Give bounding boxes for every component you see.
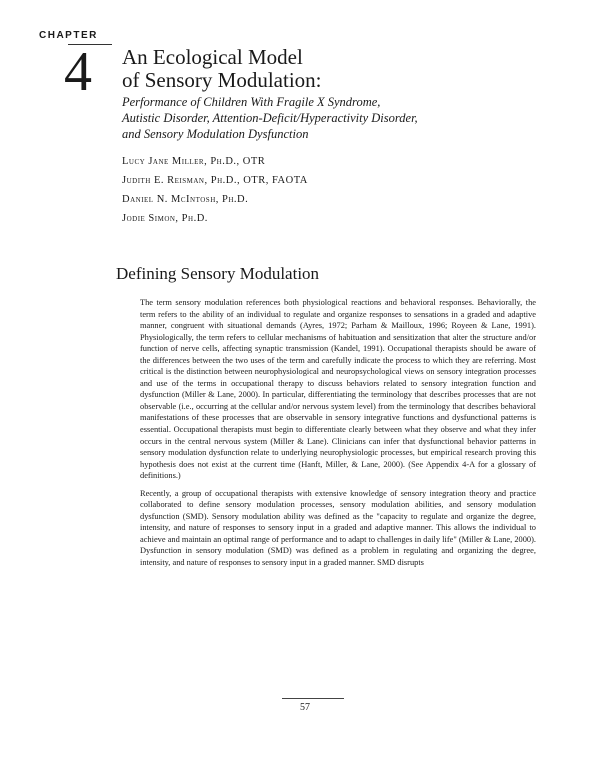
chapter-subtitle	[122, 94, 542, 142]
section-heading: Defining Sensory Modulation	[116, 264, 320, 283]
author: Judith E. Reisman, Ph.D., OTR, FAOTA	[122, 175, 308, 186]
author: Jodie Simon, Ph.D.	[122, 213, 208, 224]
chapter-number: 4	[64, 41, 92, 103]
page-footer-rule	[282, 698, 344, 699]
paragraph: The term sensory modulation references both physiological reactions and behavioral responses. Behaviorally, the term refers to the ability of an individual to regulate and organize responses to sensations in a graded and adaptive manner, congruent with situational demands (Ayres, 1972; Parham & Mailloux, 1996; Royeen & Lane, 1991). Physiologically, the term refers to cellular mechanisms of habituation and sensitization that alter the structure and/or function of nerve cells, affecting synaptic transmission (Kandel, 1991). Occupational therapists should be aware of the differences between the two uses of the term and carefully indicate the process to which they are referring. Most critical is the distinction between neurophysiological and neuropsychological views on sensory integration processes and use of the terms in occupational therapy to discuss behaviors related to sensory integration function and dysfunction (Miller & Lane, 2000). In particular, differentiating the terminology that describes processes that are not observable (i.e., occurring at the cellular and/or nervous system level) from the terminology that describes behavioral manifestations of these processes that are observable in sensory integrative functions and dysfunctional patterns is essential. Occupational therapists must begin to differentiate clearly between what they observe and what they infer occurs in the central nervous system (Miller & Lane). Clinicians can infer that dysfunctional behavior patterns in sensory modulation dysfunction relate to underlying neurophysiologic processes, but empirical research proving this hypothesis does not exist at the current time (Hanft, Miller, & Lane, 2000). (See Appendix 4-A for a glossary of definitions.)	[140, 298, 536, 481]
subtitle-line: and Sensory Modulation Dysfunction	[122, 127, 309, 141]
page-number: 57	[300, 702, 310, 713]
subtitle-line: Performance of Children With Fragile X Syndrome,	[122, 95, 381, 109]
author: Daniel N. McIntosh, Ph.D.	[122, 194, 249, 205]
subtitle-line: Autistic Disorder, Attention-Deficit/Hyperactivity Disorder,	[122, 111, 418, 125]
paragraph: Recently, a group of occupational therapists with extensive knowledge of sensory integration theory and practice collaborated to define sensory modulation processes, sensory modulation abilities, and sensory modulation dysfunction (SMD). Sensory modulation ability was defined as the "capacity to regulate and organize the degree, intensity, and nature of responses to sensory input in a graded and adaptive manner. This allows the individual to achieve and maintain an optimal range of performance and to adapt to challenges in daily life" (Miller & Lane, 2000). Dysfunction in sensory modulation (SMD) was defined as a problem in regulating and organizing the degree, intensity, and nature of responses to sensory input in a graded manner. SMD disrupts	[140, 488, 536, 568]
title-line: An Ecological Model	[122, 45, 303, 69]
author: Lucy Jane Miller, Ph.D., OTR	[122, 156, 266, 167]
chapter-title	[122, 46, 522, 92]
body-text	[140, 297, 536, 575]
author-list	[122, 152, 542, 228]
chapter-label: CHAPTER	[39, 30, 98, 41]
title-line: of Sensory Modulation:	[122, 68, 322, 92]
